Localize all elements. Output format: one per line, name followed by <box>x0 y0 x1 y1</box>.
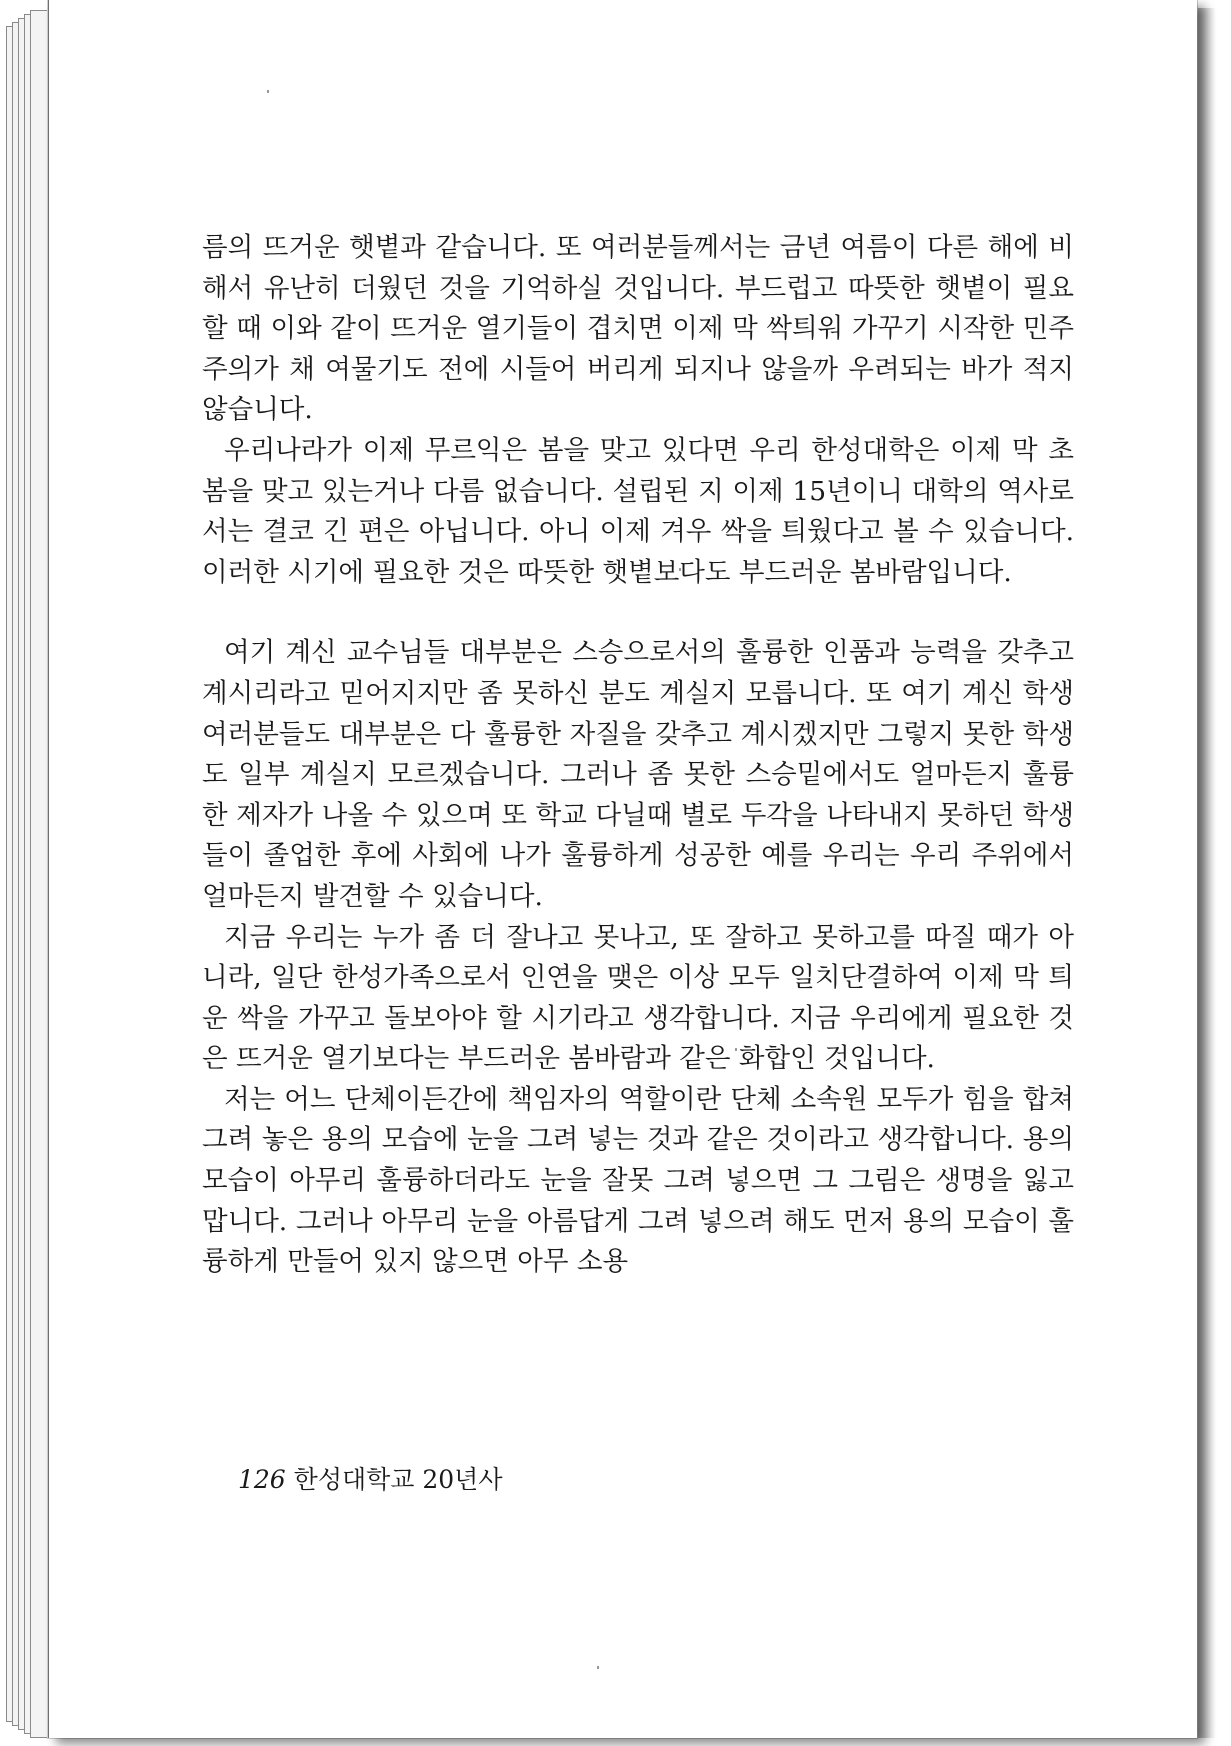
paragraph: 여기 계신 교수님들 대부분은 스승으로서의 훌륭한 인품과 능력을 갖추고 계시리라고 믿어지지만 좀 못하신 분도 계실지 모릅니다. 또 여기 계신 학생 여러분들도 대부분은 다 훌륭한 자질을 갖추고 계시겠지만 그렇지 못한 학생도 일부 계실지 모르겠습니다. 그러나 좀 못한 스승밑에서도 얼마든지 훌륭한 제자가 나올 수 있으며 또 학교 다닐때 별로 두각을 나타내지 못하던 학생들이 졸업한 후에 사회에 나가 훌륭하게 성공한 예를 우리는 우리 주위에서 얼마든지 발견할 수 있습니다. <box>202 637 1074 912</box>
paragraph: 지금 우리는 누가 좀 더 잘나고 못나고, 또 잘하고 못하고를 따질 때가 아니라, 일단 한성가족으로서 인연을 맺은 이상 모두 일치단결하여 이제 막 틔운 싹을 가꾸고 돌보아야 할 시기라고 생각합니다. 지금 우리에게 필요한 것은 뜨거운 열기보다는 부드러운 봄바람과 같은 화합인 것입니다. <box>202 921 1074 1075</box>
page-footer <box>238 1460 502 1496</box>
body-text <box>202 228 1074 1283</box>
paragraph: 름의 뜨거운 햇볕과 같습니다. 또 여러분들께서는 금년 여름이 다른 해에 비해서 유난히 더웠던 것을 기억하실 것입니다. 부드럽고 따뜻한 햇볕이 필요할 때 이와 같이 뜨거운 열기들이 겹치면 이제 막 싹틔워 가꾸기 시작한 민주주의가 채 여물기도 전에 시들어 버리게 되지나 않을까 우려되는 바가 적지않습니다. <box>202 232 1074 426</box>
scan-speck <box>597 1666 599 1669</box>
page-number: 126 <box>238 1465 286 1494</box>
scan-speck <box>267 90 269 93</box>
paragraph-gap <box>202 593 1074 633</box>
paragraph: 저는 어느 단체이든간에 책임자의 역할이란 단체 소속원 모두가 힘을 합쳐 그려 놓은 용의 모습에 눈을 그려 넣는 것과 같은 것이라고 생각합니다. 용의 모습이 아무리 훌륭하더라도 눈을 잘못 그려 넣으면 그 그림은 생명을 잃고 맙니다. 그러나 아무리 눈을 아름답게 그려 넣으려 해도 먼저 용의 모습이 훌륭하게 만들어 있지 않으면 아무 소용 <box>202 1083 1074 1278</box>
paragraph: 우리나라가 이제 무르익은 봄을 맞고 있다면 우리 한성대학은 이제 막 초봄을 맞고 있는거나 다름 없습니다. 설립된 지 이제 15년이니 대학의 역사로서는 결코 긴 편은 아닙니다. 아니 이제 겨우 싹을 틔웠다고 볼 수 있습니다. 이러한 시기에 필요한 것은 따뜻한 햇볕보다도 부드러운 봄바람입니다. <box>202 434 1074 588</box>
book-title: 한성대학교 20년사 <box>293 1465 503 1494</box>
page-shadow <box>1196 8 1216 1738</box>
